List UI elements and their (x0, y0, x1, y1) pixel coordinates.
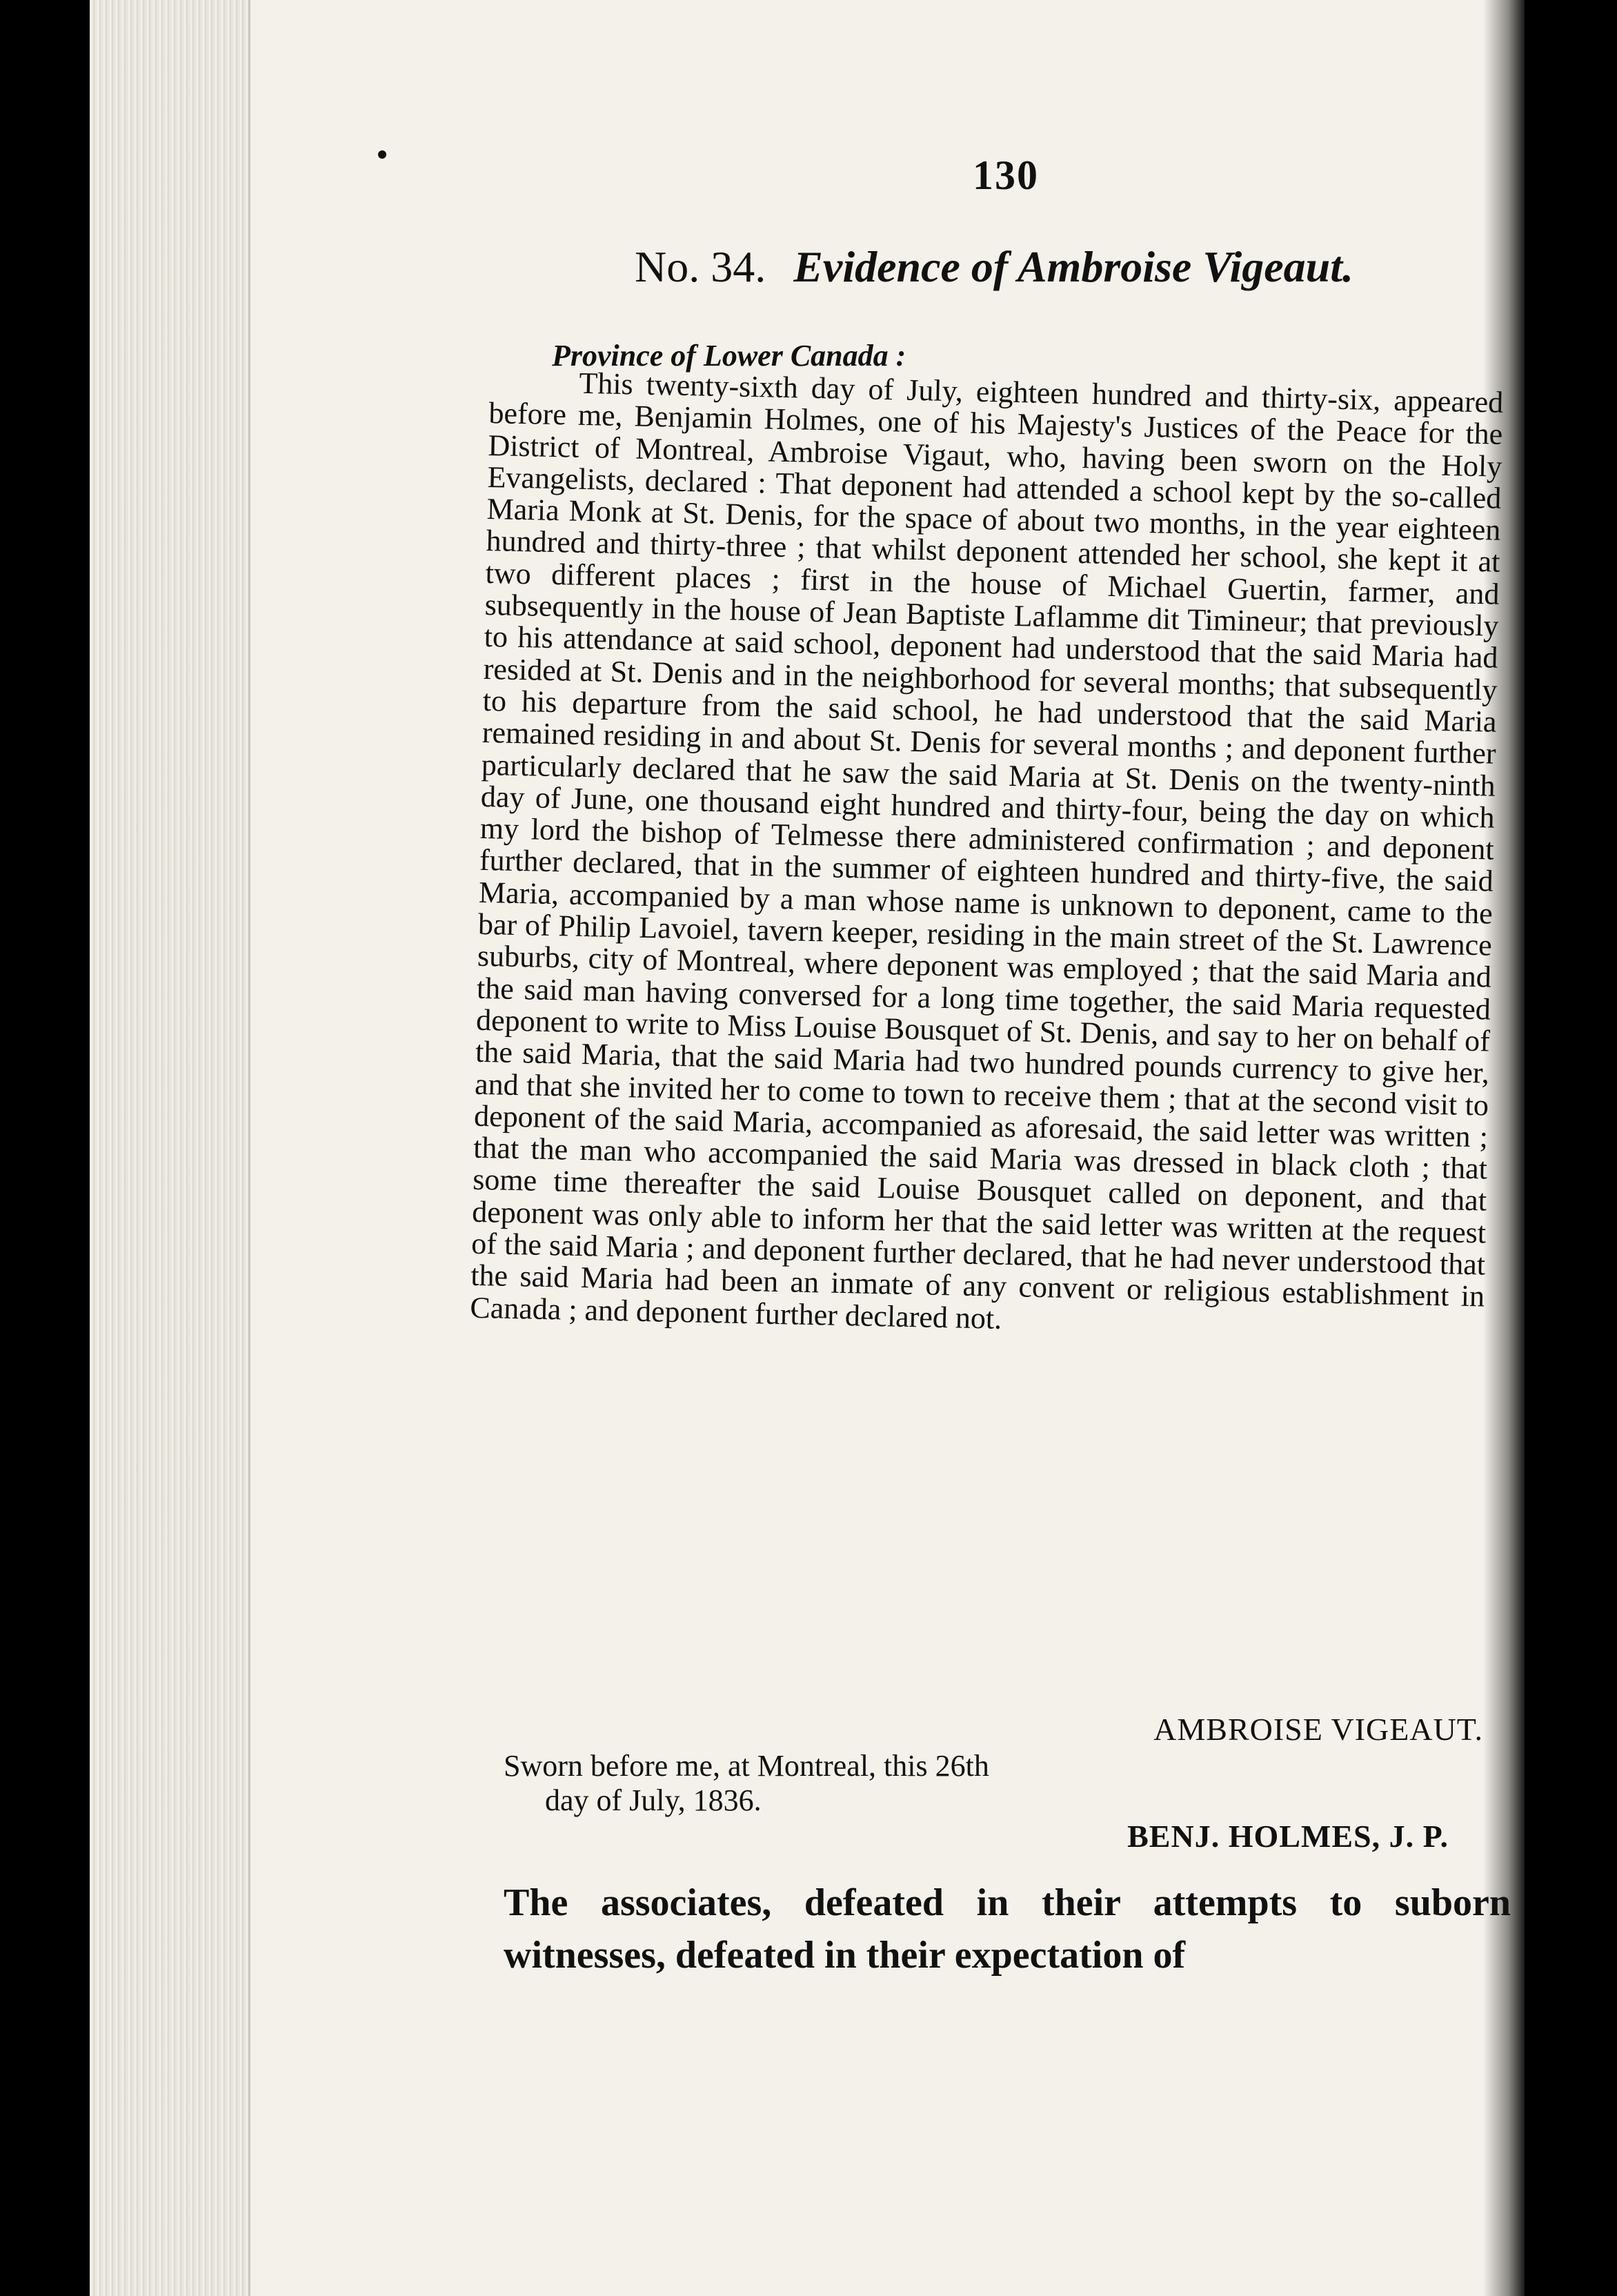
deposition-text: This twenty-sixth day of July, eighteen hundred and thirty-six, appeared before me, Benjamin Holmes, one of his Majesty's Justices of the Peace for the District of Montreal, Ambroise Vigaut, who, having been sworn on the Holy Evangelists, declared : That deponent had attended a school kept by the so-called Maria Monk at St. Denis, for the space of about two months, in the year eighteen hundred and thirty-three ; that whilst deponent attended her school, she kept it at two different places ; first in the house of Michael Guertin, farmer, and subsequently in the house of Jean Baptiste Laflamme dit Timineur; that previously to his attendance at said school, deponent had understood that the said Maria had resided at St. Denis and in the neighborhood for several months; that subsequently to his departure from the said school, he had understood that the said Maria remained residing in and about St. Denis for several months ; and deponent further particularly declared that he saw the said Maria at St. Denis on the twenty-ninth day of June, one thousand eight hundred and thirty-four, being the day on which my lord the bishop of Telmesse there administered confirmation ; and deponent further declared, that in the summer of eighteen hundred and thirty-five, the said Maria, accompanied by a man whose name is unknown to deponent, came to the bar of Philip Lavoiel, tavern keeper, residing in the main street of the St. Lawrence suburbs, city of Montreal, where deponent was employed ; that the said Maria and the said man having conversed for a long time together, the said Maria requested deponent to write to Miss Louise Bousquet of St. Denis, and say to her on behalf of the said Maria, that the said Maria had two hundred pounds currency to give her, and that she invited her to come to town to receive them ; that at the second visit to deponent of the said Maria, accompanied as aforesaid, the said letter was written ; that the man who accompanied the said Maria was dressed in black cloth ; that some time thereafter the said Louise Bousquet called on deponent, and that deponent was only able to inform her that the said letter was written at the request of the said Maria ; and deponent further declared, that he had never understood that the said Maria had been an inmate of any convent or religious establishment in Canada ; and deponent further declared not. (469, 366, 1504, 1336)
sworn-line-2: day of July, 1836. (545, 1783, 762, 1817)
sworn-line-1: Sworn before me, at Montreal, this 26th (504, 1749, 989, 1783)
section-heading (635, 241, 1504, 293)
province-line: Province of Lower Canada : (552, 339, 906, 373)
page-gutter (90, 0, 250, 2296)
sworn-statement (504, 1749, 1193, 1818)
deponent-signature: AMBROISE VIGEAUT. (1153, 1712, 1483, 1747)
evidence-title: Evidence of Ambroise Vigeaut. (793, 242, 1354, 291)
closing-paragraph: The associates, defeated in their attempts to suborn witnesses, defeated in their expectation of (504, 1881, 1511, 1977)
ink-spot (378, 150, 386, 159)
page-number: 130 (973, 152, 1039, 198)
justice-signature: BENJ. HOLMES, J. P. (1127, 1819, 1449, 1854)
evidence-number: No. 34. (635, 242, 766, 291)
book-page (90, 0, 1525, 2296)
